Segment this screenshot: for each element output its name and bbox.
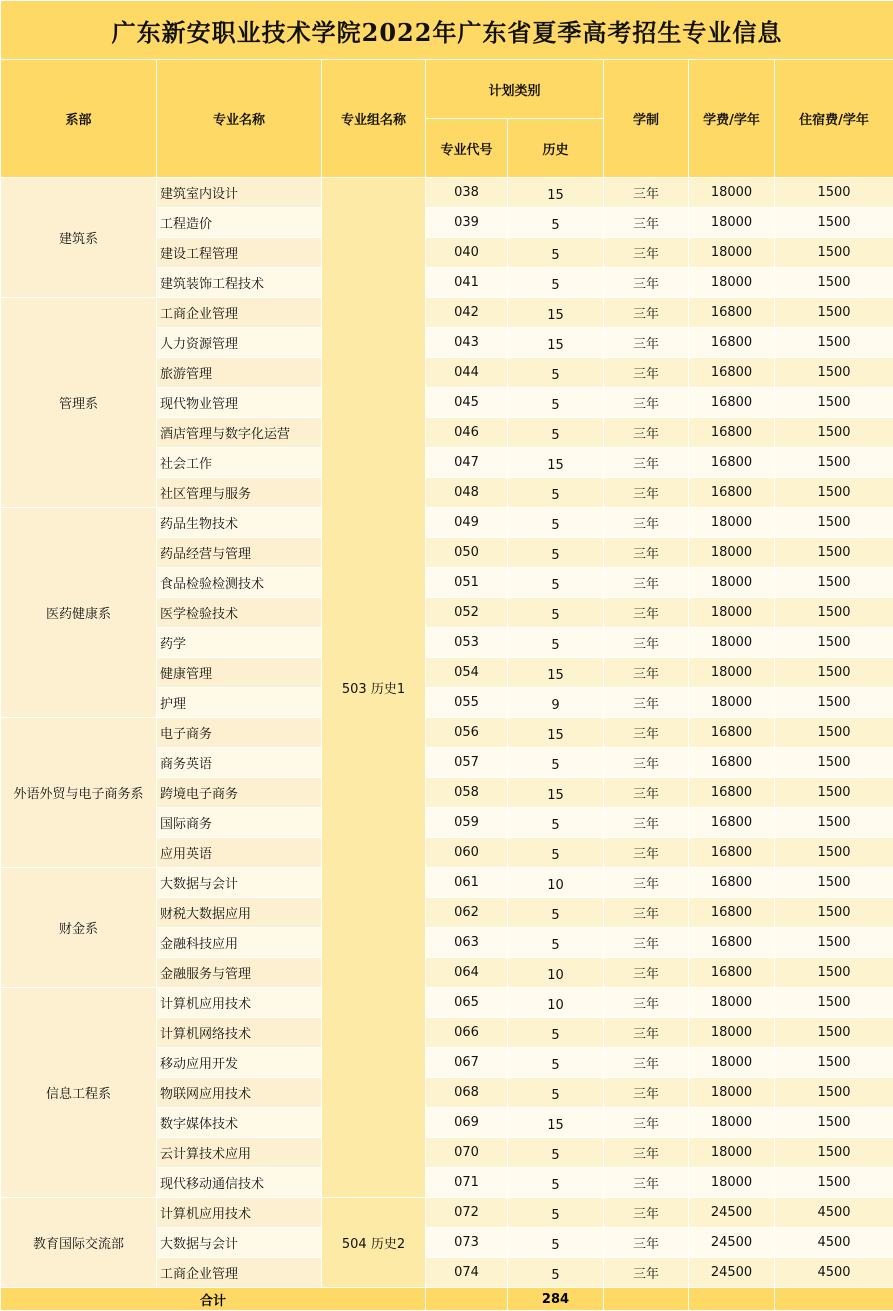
lodging-cell: 4500 bbox=[775, 1198, 893, 1228]
major-cell: 酒店管理与数字化运营 bbox=[157, 418, 322, 448]
code-cell: 060 bbox=[426, 838, 508, 868]
tuition-cell: 18000 bbox=[689, 688, 775, 718]
code-cell: 059 bbox=[426, 808, 508, 838]
lodging-cell: 1500 bbox=[775, 268, 893, 298]
plan-cell: 10 bbox=[508, 988, 604, 1018]
table-row bbox=[1, 178, 893, 208]
duration-cell: 三年 bbox=[604, 1228, 689, 1258]
tuition-cell: 24500 bbox=[689, 1258, 775, 1288]
duration-cell: 三年 bbox=[604, 838, 689, 868]
plan-cell: 5 bbox=[508, 478, 604, 508]
dept-cell: 管理系 bbox=[1, 298, 157, 508]
plan-cell: 5 bbox=[508, 1138, 604, 1168]
code-cell: 046 bbox=[426, 418, 508, 448]
major-cell: 工程造价 bbox=[157, 208, 322, 238]
tuition-cell: 18000 bbox=[689, 1108, 775, 1138]
plan-cell: 5 bbox=[508, 598, 604, 628]
code-cell: 057 bbox=[426, 748, 508, 778]
lodging-cell: 4500 bbox=[775, 1228, 893, 1258]
tuition-cell: 18000 bbox=[689, 178, 775, 208]
tuition-cell: 18000 bbox=[689, 1048, 775, 1078]
major-cell: 计算机应用技术 bbox=[157, 1198, 322, 1228]
duration-cell: 三年 bbox=[604, 748, 689, 778]
total-empty bbox=[775, 1288, 893, 1311]
duration-cell: 三年 bbox=[604, 1168, 689, 1198]
duration-cell: 三年 bbox=[604, 598, 689, 628]
total-empty bbox=[689, 1288, 775, 1311]
total-empty bbox=[426, 1288, 508, 1311]
tuition-cell: 16800 bbox=[689, 718, 775, 748]
lodging-cell: 1500 bbox=[775, 1048, 893, 1078]
dept-cell: 建筑系 bbox=[1, 178, 157, 298]
tuition-cell: 16800 bbox=[689, 958, 775, 988]
code-cell: 066 bbox=[426, 1018, 508, 1048]
code-cell: 058 bbox=[426, 778, 508, 808]
duration-cell: 三年 bbox=[604, 928, 689, 958]
code-cell: 074 bbox=[426, 1258, 508, 1288]
lodging-cell: 1500 bbox=[775, 748, 893, 778]
code-cell: 055 bbox=[426, 688, 508, 718]
duration-cell: 三年 bbox=[604, 718, 689, 748]
duration-cell: 三年 bbox=[604, 568, 689, 598]
major-cell: 移动应用开发 bbox=[157, 1048, 322, 1078]
plan-cell: 10 bbox=[508, 958, 604, 988]
plan-cell: 5 bbox=[508, 358, 604, 388]
tuition-cell: 16800 bbox=[689, 388, 775, 418]
duration-cell: 三年 bbox=[604, 1138, 689, 1168]
plan-cell: 5 bbox=[508, 418, 604, 448]
duration-cell: 三年 bbox=[604, 328, 689, 358]
major-cell: 医学检验技术 bbox=[157, 598, 322, 628]
code-cell: 062 bbox=[426, 898, 508, 928]
code-cell: 043 bbox=[426, 328, 508, 358]
major-cell: 健康管理 bbox=[157, 658, 322, 688]
lodging-cell: 1500 bbox=[775, 628, 893, 658]
plan-cell: 5 bbox=[508, 1048, 604, 1078]
lodging-cell: 1500 bbox=[775, 898, 893, 928]
header-history: 历史 bbox=[508, 119, 604, 178]
lodging-cell: 1500 bbox=[775, 508, 893, 538]
header-code: 专业代号 bbox=[426, 119, 508, 178]
tuition-cell: 16800 bbox=[689, 298, 775, 328]
lodging-cell: 1500 bbox=[775, 1018, 893, 1048]
lodging-cell: 1500 bbox=[775, 838, 893, 868]
duration-cell: 三年 bbox=[604, 478, 689, 508]
plan-cell: 5 bbox=[508, 748, 604, 778]
tuition-cell: 18000 bbox=[689, 988, 775, 1018]
code-cell: 064 bbox=[426, 958, 508, 988]
code-cell: 067 bbox=[426, 1048, 508, 1078]
major-cell: 现代移动通信技术 bbox=[157, 1168, 322, 1198]
major-cell: 大数据与会计 bbox=[157, 868, 322, 898]
major-cell: 计算机应用技术 bbox=[157, 988, 322, 1018]
plan-cell: 5 bbox=[508, 538, 604, 568]
tuition-cell: 16800 bbox=[689, 838, 775, 868]
duration-cell: 三年 bbox=[604, 808, 689, 838]
table-row bbox=[1, 298, 893, 328]
plan-cell: 15 bbox=[508, 178, 604, 208]
code-cell: 073 bbox=[426, 1228, 508, 1258]
lodging-cell: 1500 bbox=[775, 238, 893, 268]
lodging-cell: 1500 bbox=[775, 718, 893, 748]
tuition-cell: 18000 bbox=[689, 508, 775, 538]
header-dept: 系部 bbox=[1, 60, 157, 178]
table-row bbox=[1, 508, 893, 538]
dept-cell: 外语外贸与电子商务系 bbox=[1, 718, 157, 868]
header-group: 专业组名称 bbox=[322, 60, 426, 178]
major-cell: 跨境电子商务 bbox=[157, 778, 322, 808]
code-cell: 063 bbox=[426, 928, 508, 958]
code-cell: 071 bbox=[426, 1168, 508, 1198]
lodging-cell: 1500 bbox=[775, 178, 893, 208]
duration-cell: 三年 bbox=[604, 358, 689, 388]
code-cell: 039 bbox=[426, 208, 508, 238]
code-cell: 047 bbox=[426, 448, 508, 478]
major-cell: 物联网应用技术 bbox=[157, 1078, 322, 1108]
code-cell: 050 bbox=[426, 538, 508, 568]
tuition-cell: 18000 bbox=[689, 1078, 775, 1108]
code-cell: 056 bbox=[426, 718, 508, 748]
lodging-cell: 1500 bbox=[775, 868, 893, 898]
duration-cell: 三年 bbox=[604, 418, 689, 448]
duration-cell: 三年 bbox=[604, 988, 689, 1018]
dept-cell: 医药健康系 bbox=[1, 508, 157, 718]
major-cell: 国际商务 bbox=[157, 808, 322, 838]
code-cell: 054 bbox=[426, 658, 508, 688]
dept-cell: 财金系 bbox=[1, 868, 157, 988]
group-cell: 504 历史2 bbox=[322, 1198, 426, 1288]
table-row bbox=[1, 1198, 893, 1228]
lodging-cell: 1500 bbox=[775, 448, 893, 478]
major-cell: 工商企业管理 bbox=[157, 298, 322, 328]
duration-cell: 三年 bbox=[604, 208, 689, 238]
code-cell: 051 bbox=[426, 568, 508, 598]
lodging-cell: 1500 bbox=[775, 388, 893, 418]
tuition-cell: 16800 bbox=[689, 808, 775, 838]
major-cell: 药品生物技术 bbox=[157, 508, 322, 538]
lodging-cell: 1500 bbox=[775, 988, 893, 1018]
group-cell: 503 历史1 bbox=[322, 178, 426, 1198]
total-empty bbox=[604, 1288, 689, 1311]
tuition-cell: 18000 bbox=[689, 1018, 775, 1048]
table-row bbox=[1, 718, 893, 748]
plan-cell: 5 bbox=[508, 208, 604, 238]
plan-cell: 5 bbox=[508, 1198, 604, 1228]
total-label: 合计 bbox=[1, 1288, 426, 1311]
tuition-cell: 16800 bbox=[689, 478, 775, 508]
table-row bbox=[1, 988, 893, 1018]
major-cell: 建设工程管理 bbox=[157, 238, 322, 268]
plan-cell: 15 bbox=[508, 298, 604, 328]
tuition-cell: 24500 bbox=[689, 1198, 775, 1228]
duration-cell: 三年 bbox=[604, 1108, 689, 1138]
duration-cell: 三年 bbox=[604, 388, 689, 418]
major-cell: 建筑装饰工程技术 bbox=[157, 268, 322, 298]
major-cell: 商务英语 bbox=[157, 748, 322, 778]
lodging-cell: 1500 bbox=[775, 778, 893, 808]
major-cell: 现代物业管理 bbox=[157, 388, 322, 418]
major-cell: 药学 bbox=[157, 628, 322, 658]
duration-cell: 三年 bbox=[604, 868, 689, 898]
duration-cell: 三年 bbox=[604, 298, 689, 328]
major-cell: 旅游管理 bbox=[157, 358, 322, 388]
plan-cell: 5 bbox=[508, 508, 604, 538]
dept-cell: 信息工程系 bbox=[1, 988, 157, 1198]
major-cell: 人力资源管理 bbox=[157, 328, 322, 358]
duration-cell: 三年 bbox=[604, 778, 689, 808]
header-major: 专业名称 bbox=[157, 60, 322, 178]
plan-cell: 5 bbox=[508, 628, 604, 658]
tuition-cell: 18000 bbox=[689, 538, 775, 568]
tuition-cell: 16800 bbox=[689, 328, 775, 358]
lodging-cell: 1500 bbox=[775, 358, 893, 388]
tuition-cell: 16800 bbox=[689, 928, 775, 958]
code-cell: 044 bbox=[426, 358, 508, 388]
lodging-cell: 1500 bbox=[775, 688, 893, 718]
code-cell: 042 bbox=[426, 298, 508, 328]
lodging-cell: 1500 bbox=[775, 1108, 893, 1138]
duration-cell: 三年 bbox=[604, 688, 689, 718]
duration-cell: 三年 bbox=[604, 1018, 689, 1048]
duration-cell: 三年 bbox=[604, 898, 689, 928]
lodging-cell: 1500 bbox=[775, 538, 893, 568]
plan-cell: 5 bbox=[508, 268, 604, 298]
plan-cell: 5 bbox=[508, 1258, 604, 1288]
lodging-cell: 1500 bbox=[775, 658, 893, 688]
duration-cell: 三年 bbox=[604, 238, 689, 268]
duration-cell: 三年 bbox=[604, 448, 689, 478]
lodging-cell: 1500 bbox=[775, 478, 893, 508]
table-row bbox=[1, 868, 893, 898]
plan-cell: 5 bbox=[508, 808, 604, 838]
lodging-cell: 1500 bbox=[775, 808, 893, 838]
plan-cell: 5 bbox=[508, 928, 604, 958]
lodging-cell: 1500 bbox=[775, 568, 893, 598]
code-cell: 045 bbox=[426, 388, 508, 418]
tuition-cell: 18000 bbox=[689, 658, 775, 688]
plan-cell: 15 bbox=[508, 778, 604, 808]
code-cell: 040 bbox=[426, 238, 508, 268]
tuition-cell: 16800 bbox=[689, 868, 775, 898]
code-cell: 048 bbox=[426, 478, 508, 508]
tuition-cell: 16800 bbox=[689, 358, 775, 388]
code-cell: 068 bbox=[426, 1078, 508, 1108]
duration-cell: 三年 bbox=[604, 1258, 689, 1288]
lodging-cell: 1500 bbox=[775, 328, 893, 358]
plan-cell: 5 bbox=[508, 388, 604, 418]
plan-cell: 15 bbox=[508, 328, 604, 358]
duration-cell: 三年 bbox=[604, 178, 689, 208]
major-cell: 食品检验检测技术 bbox=[157, 568, 322, 598]
plan-cell: 5 bbox=[508, 1228, 604, 1258]
tuition-cell: 18000 bbox=[689, 1168, 775, 1198]
lodging-cell: 1500 bbox=[775, 298, 893, 328]
code-cell: 065 bbox=[426, 988, 508, 1018]
tuition-cell: 18000 bbox=[689, 1138, 775, 1168]
lodging-cell: 1500 bbox=[775, 208, 893, 238]
tuition-cell: 18000 bbox=[689, 268, 775, 298]
plan-cell: 5 bbox=[508, 898, 604, 928]
tuition-cell: 16800 bbox=[689, 778, 775, 808]
plan-cell: 15 bbox=[508, 658, 604, 688]
major-cell: 药品经营与管理 bbox=[157, 538, 322, 568]
code-cell: 041 bbox=[426, 268, 508, 298]
major-cell: 电子商务 bbox=[157, 718, 322, 748]
header-lodging: 住宿费/学年 bbox=[775, 60, 893, 178]
lodging-cell: 1500 bbox=[775, 1168, 893, 1198]
code-cell: 038 bbox=[426, 178, 508, 208]
plan-cell: 10 bbox=[508, 868, 604, 898]
plan-cell: 9 bbox=[508, 688, 604, 718]
major-cell: 云计算技术应用 bbox=[157, 1138, 322, 1168]
major-cell: 计算机网络技术 bbox=[157, 1018, 322, 1048]
tuition-cell: 18000 bbox=[689, 238, 775, 268]
lodging-cell: 1500 bbox=[775, 418, 893, 448]
lodging-cell: 1500 bbox=[775, 928, 893, 958]
plan-cell: 5 bbox=[508, 568, 604, 598]
plan-cell: 5 bbox=[508, 1168, 604, 1198]
tuition-cell: 16800 bbox=[689, 748, 775, 778]
plan-cell: 5 bbox=[508, 838, 604, 868]
major-cell: 工商企业管理 bbox=[157, 1258, 322, 1288]
duration-cell: 三年 bbox=[604, 268, 689, 298]
code-cell: 049 bbox=[426, 508, 508, 538]
lodging-cell: 1500 bbox=[775, 598, 893, 628]
major-cell: 数字媒体技术 bbox=[157, 1108, 322, 1138]
duration-cell: 三年 bbox=[604, 958, 689, 988]
major-cell: 建筑室内设计 bbox=[157, 178, 322, 208]
major-cell: 社会工作 bbox=[157, 448, 322, 478]
plan-cell: 15 bbox=[508, 718, 604, 748]
lodging-cell: 1500 bbox=[775, 1138, 893, 1168]
tuition-cell: 18000 bbox=[689, 208, 775, 238]
tuition-cell: 18000 bbox=[689, 628, 775, 658]
duration-cell: 三年 bbox=[604, 1078, 689, 1108]
major-cell: 金融服务与管理 bbox=[157, 958, 322, 988]
tuition-cell: 16800 bbox=[689, 448, 775, 478]
duration-cell: 三年 bbox=[604, 1198, 689, 1228]
tuition-cell: 16800 bbox=[689, 418, 775, 448]
major-cell: 应用英语 bbox=[157, 838, 322, 868]
duration-cell: 三年 bbox=[604, 628, 689, 658]
header-plan-type: 计划类别 bbox=[426, 60, 604, 119]
tuition-cell: 18000 bbox=[689, 598, 775, 628]
plan-cell: 5 bbox=[508, 1018, 604, 1048]
duration-cell: 三年 bbox=[604, 658, 689, 688]
total-value: 284 bbox=[508, 1288, 604, 1311]
code-cell: 052 bbox=[426, 598, 508, 628]
dept-cell: 教育国际交流部 bbox=[1, 1198, 157, 1288]
tuition-cell: 24500 bbox=[689, 1228, 775, 1258]
lodging-cell: 1500 bbox=[775, 1078, 893, 1108]
plan-cell: 15 bbox=[508, 1108, 604, 1138]
code-cell: 069 bbox=[426, 1108, 508, 1138]
duration-cell: 三年 bbox=[604, 1048, 689, 1078]
major-cell: 护理 bbox=[157, 688, 322, 718]
duration-cell: 三年 bbox=[604, 508, 689, 538]
major-cell: 金融科技应用 bbox=[157, 928, 322, 958]
plan-cell: 5 bbox=[508, 1078, 604, 1108]
code-cell: 072 bbox=[426, 1198, 508, 1228]
tuition-cell: 16800 bbox=[689, 898, 775, 928]
lodging-cell: 1500 bbox=[775, 958, 893, 988]
lodging-cell: 4500 bbox=[775, 1258, 893, 1288]
header-duration: 学制 bbox=[604, 60, 689, 178]
tuition-cell: 18000 bbox=[689, 568, 775, 598]
code-cell: 053 bbox=[426, 628, 508, 658]
plan-cell: 5 bbox=[508, 238, 604, 268]
duration-cell: 三年 bbox=[604, 538, 689, 568]
code-cell: 061 bbox=[426, 868, 508, 898]
header-tuition: 学费/学年 bbox=[689, 60, 775, 178]
major-cell: 社区管理与服务 bbox=[157, 478, 322, 508]
plan-cell: 15 bbox=[508, 448, 604, 478]
major-cell: 财税大数据应用 bbox=[157, 898, 322, 928]
total-row bbox=[1, 1288, 893, 1311]
page-title: 广东新安职业技术学院2022年广东省夏季高考招生专业信息 bbox=[1, 1, 893, 60]
major-cell: 大数据与会计 bbox=[157, 1228, 322, 1258]
code-cell: 070 bbox=[426, 1138, 508, 1168]
